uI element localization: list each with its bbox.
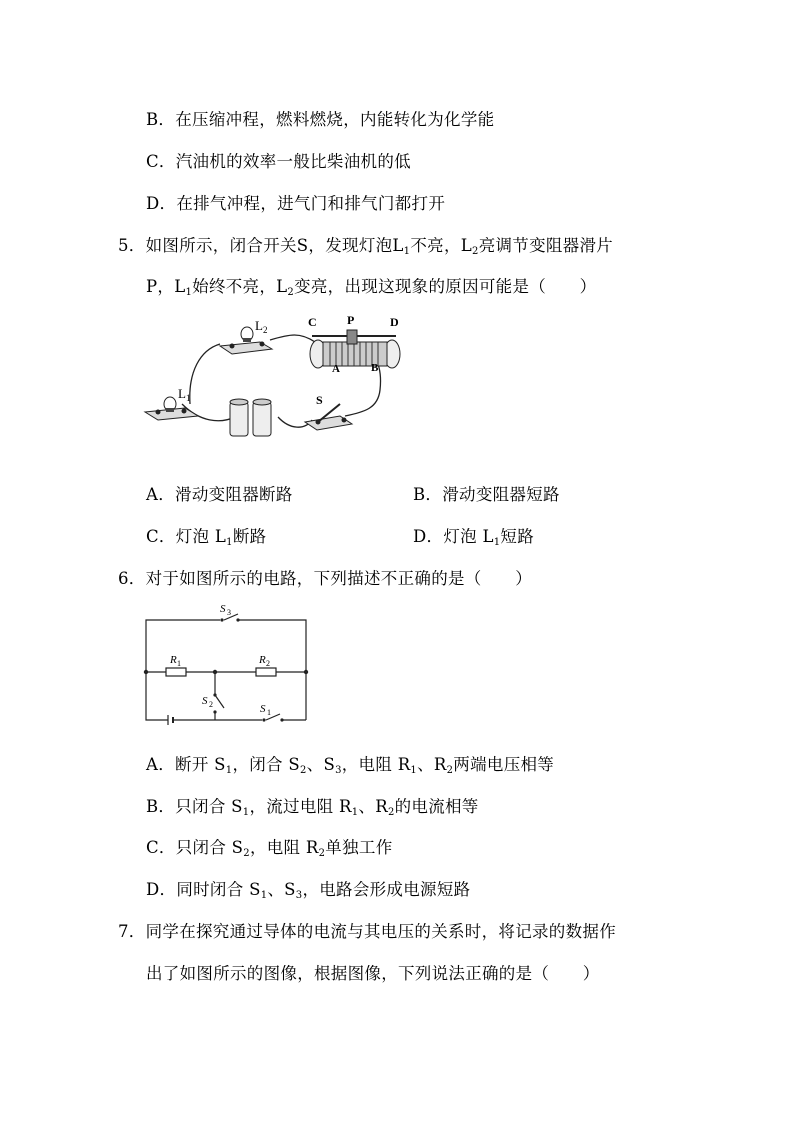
q4-option-b: B．在压缩冲程，燃料燃烧，内能转化为化学能 (146, 110, 495, 129)
label-p: P (347, 313, 355, 327)
label-s: S (316, 393, 323, 407)
q6-option-c: C．只闭合 $S_2$，电阻 $R_2$单独工作 (146, 838, 393, 859)
battery (230, 399, 271, 436)
label-s3: S (220, 603, 226, 615)
label-a: A (332, 363, 340, 375)
label-l1: L (178, 386, 186, 401)
q7-number: 7． (118, 922, 146, 941)
label-b: B (371, 362, 379, 374)
q6-option-d: D．同时闭合 $S_1$、$S_3$，电路会形成电源短路 (146, 880, 471, 901)
label-s1: S (260, 703, 266, 715)
q5-number: 5． (118, 236, 146, 255)
label-r2-sub: 2 (266, 659, 270, 668)
label-s2-sub: 2 (209, 700, 213, 709)
q5-option-a: A．滑动变阻器断路 (146, 485, 293, 504)
q7-stem-line1: 7．同学在探究通过导体的电流与其电压的关系时，将记录的数据作 (118, 922, 617, 941)
rheostat (308, 313, 400, 375)
label-l1-sub: 1 (186, 393, 191, 403)
label-r1: R (170, 654, 177, 666)
q5-option-c: C．灯泡 $L_1$断路 (146, 527, 267, 548)
lamp-l2 (220, 318, 272, 354)
label-l2-sub: 2 (263, 325, 268, 335)
q7-stem-line2: 出了如图所示的图像，根据图像，下列说法正确的是（ ） (146, 964, 600, 983)
q4-option-c: C．汽油机的效率一般比柴油机的低 (146, 152, 411, 171)
label-s2: S (202, 695, 208, 707)
label-r1-sub: 1 (177, 659, 181, 668)
q5-option-b: B．滑动变阻器短路 (413, 485, 560, 504)
label-l2: L (255, 318, 263, 333)
label-c: C (308, 315, 317, 329)
label-s3-sub: 3 (227, 608, 231, 617)
q5-option-d: D．灯泡 $L_1$短路 (413, 527, 535, 548)
q6-option-a: A．断开 $S_1$，闭合 $S_2$、$S_3$，电阻 $R_1$、$R_2$两端电压相等 (146, 755, 555, 776)
switch-s (305, 393, 352, 430)
q6-circuit-diagram (140, 600, 315, 730)
q6-number: 6． (118, 569, 146, 588)
label-d: D (390, 315, 399, 329)
q5-circuit-figure (140, 312, 420, 447)
q4-option-d: D．在排气冲程，进气门和排气门都打开 (146, 194, 446, 213)
q6-option-b: B．只闭合 $S_1$，流过电阻 $R_1$、$R_2$的电流相等 (146, 797, 479, 818)
label-s1-sub: 1 (267, 708, 271, 717)
q5-stem-line1: 5．如图所示，闭合开关S，发现灯泡$L_1$不亮，$L_2$亮调节变阻器滑片 (118, 236, 614, 257)
label-r2: R (259, 654, 266, 666)
q5-stem-line2: P，$L_1$始终不亮，$L_2$变亮，出现这现象的原因可能是（ ） (146, 277, 597, 298)
q6-stem: 6．对于如图所示的电路，下列描述不正确的是（ ） (118, 569, 533, 588)
